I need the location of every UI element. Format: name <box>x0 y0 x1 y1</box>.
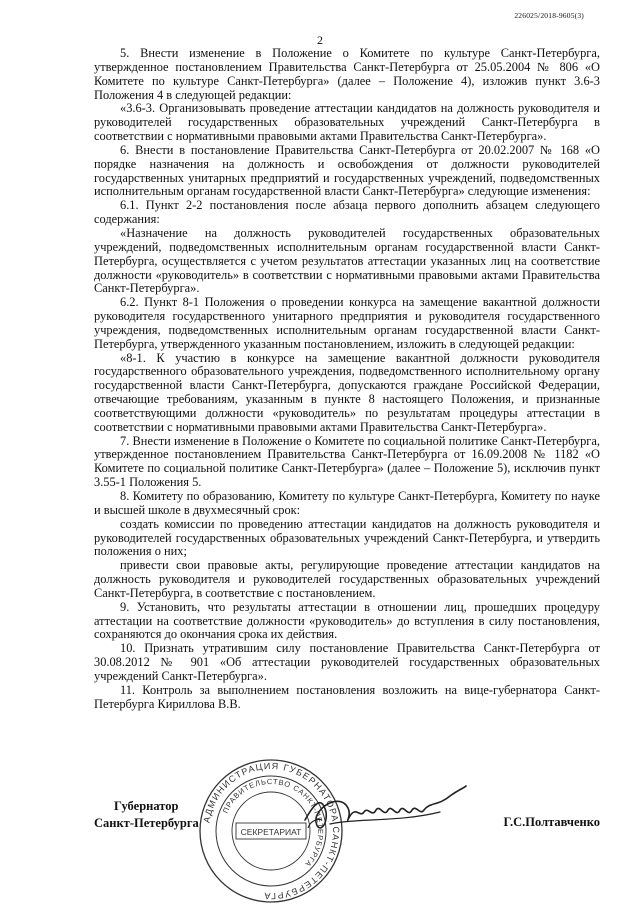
document-id: 226025/2018-9605(3) <box>514 11 584 20</box>
paragraph-8-item-2: привести свои правовые акты, регулирующие проведение аттестации кандидатов на должность руководителя и руководителей государственных образовательных учреждений Санкт-Петербурга, в соответствие с постановлением. <box>94 558 600 600</box>
signatory-title <box>94 798 199 832</box>
paragraph-6-1: 6.1. Пункт 2-2 постановления после абзаца первого дополнить абзацем следующего содержания: <box>94 198 600 227</box>
paragraph-6-1-quote: «Назначение на должность руководителей государственных образовательных учреждений, подведомственных исполнительным органам государственной власти Санкт-Петербурга, осуществляется с учетом результатов аттестации указанных лиц на соответствие должности «руководитель» в соответствии с нормативными правовыми актами Правительства Санкт-Петербурга». <box>94 225 600 296</box>
signatory-title-line1: Губернатор <box>114 799 179 813</box>
document-body <box>94 47 600 712</box>
paragraph-6-2: 6.2. Пункт 8-1 Положения о проведении конкурса на замещение вакантной должности руководителя государственного унитарного предприятия и руководителя государственного учреждения, подведомственных исполнительным органам государственной власти Санкт-Петербурга, утвержденного указанным постановлением, изложить в следующей редакции: <box>94 295 600 351</box>
paragraph-10: 10. Признать утратившим силу постановление Правительства Санкт-Петербурга от 30.08.2012 № 901 «Об аттестации руководителей государственных образовательных учреждений Санкт-Петербурга». <box>94 641 600 683</box>
page-number: 2 <box>317 33 323 47</box>
signature-block <box>94 798 600 838</box>
seal-center-text: СЕКРЕТАРИАТ <box>240 827 302 837</box>
seal-inner-text: ПРАВИТЕЛЬСТВО САНКТ-ПЕТЕРБУРГА <box>220 776 326 869</box>
seal-outer-text: АДМИНИСТРАЦИЯ ГУБЕРНАТОРА САНКТ-ПЕТЕРБУРГА <box>201 760 342 902</box>
paragraph-8-item-1: создать комиссии по проведению аттестации кандидатов на должность руководителя и руководителей государственных образовательных учреждений Санкт-Петербурга, и утвердить положения о них; <box>94 516 600 559</box>
paragraph-6: 6. Внести в постановление Правительства Санкт-Петербурга от 20.02.2007 № 168 «О порядке назначения на должность и освобождения от должности руководителей государственных унитарных предприятий и государственных учреждений, подведомственных исполнительным органам государственной власти Санкт-Петербурга» следующие изменения: <box>94 142 600 199</box>
paragraph-5: 5. Внести изменение в Положение о Комитете по культуре Санкт-Петербурга, утвержденное постановлением Правительства Санкт-Петербурга от 25.05.2004 № 806 «О Комитете по культуре Санкт-Петербурга» (далее – Положение 4), изложив пункт 3.6-3 Положения 4 в следующей редакции: <box>94 46 600 102</box>
paragraph-11: 11. Контроль за выполнением постановления возложить на вице-губернатора Санкт-Петербурга Кириллова В.В. <box>94 682 600 711</box>
signatory-title-line2: Санкт-Петербурга <box>94 816 199 830</box>
paragraph-6-2-quote: «8-1. К участию в конкурсе на замещение вакантной должности руководителя государственного образовательного учреждения, подведомственного исполнительному органу государственной власти Санкт-Петербурга, допускаются граждане Российской Федерации, отвечающие требованиям, указанным в пункте 8 настоящего Положения, и признанные соответствующими должности «руководитель» по результатам процедуры аттестации в соответствии с нормативными правовыми актами Правительства Санкт-Петербурга». <box>94 350 600 434</box>
signatory-name: Г.С.Полтавченко <box>503 815 600 829</box>
paragraph-7: 7. Внести изменение в Положение о Комитете по социальной политике Санкт-Петербурга, утвержденное постановлением Правительства Санкт-Петербурга от 16.09.2008 № 1182 «О Комитете по социальной политике Санкт-Петербурга» (далее – Положение 5), исключив пункт 3.55-1 Положения 5. <box>94 433 600 490</box>
paragraph-8: 8. Комитету по образованию, Комитету по культуре Санкт-Петербурга, Комитету по науке и высшей школе в двухмесячный срок: <box>94 489 600 517</box>
paragraph-5-quote: «3.6-3. Организовывать проведение аттестации кандидатов на должность руководителя и руководителей государственных образовательных учреждений Санкт-Петербурга в соответствии с нормативными правовыми актами Правительства Санкт-Петербурга». <box>94 101 600 144</box>
paragraph-9: 9. Установить, что результаты аттестации в отношении лиц, прошедших процедуру аттестации на соответствие должности «руководитель» до вступления в силу постановления, сохраняются до окончания срока их действия. <box>94 599 600 642</box>
